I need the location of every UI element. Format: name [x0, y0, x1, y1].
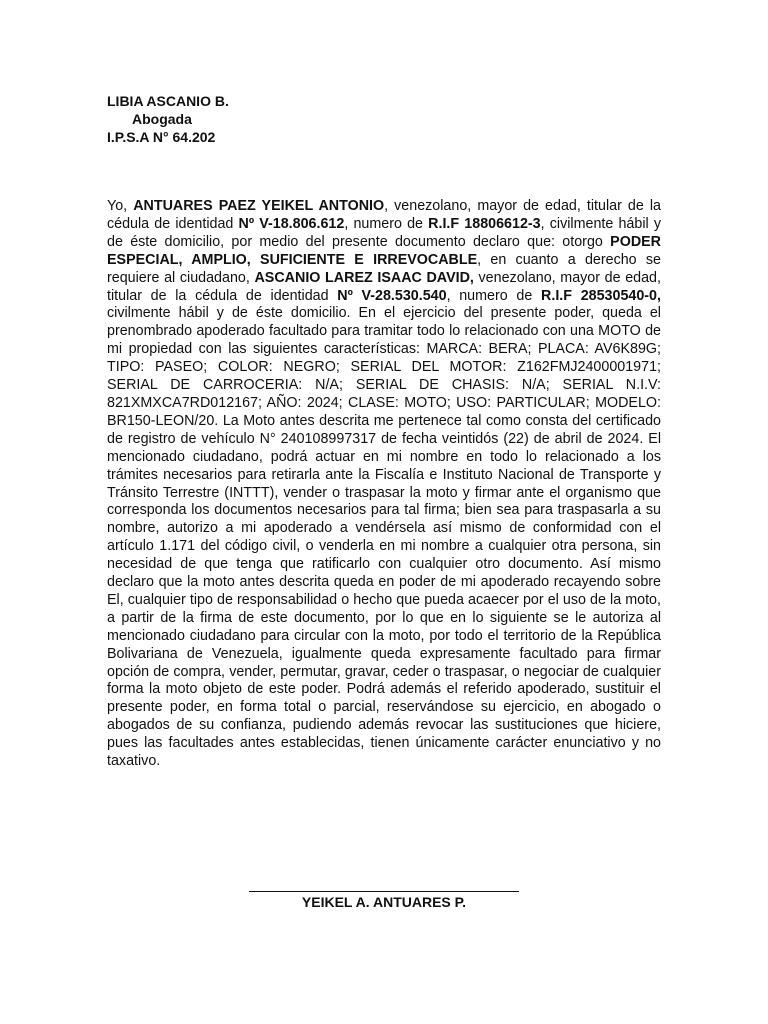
attorney-name: ASCANIO LAREZ ISAAC DAVID,: [254, 269, 474, 286]
lawyer-registration: I.P.S.A N° 64.202: [107, 129, 216, 145]
body-segment: Yo,: [107, 198, 134, 214]
body-segment: , en cuanto a derecho se requiere al ciudadano,: [107, 251, 661, 286]
signatory-name: YEIKEL A. ANTUARES P.: [301, 894, 467, 910]
lawyer-name: LIBIA ASCANIO B.: [107, 93, 229, 109]
body-segment: venezolano, mayor de edad, titular de la cédula de identidad: [107, 269, 661, 304]
body-segment: civilmente hábil y de éste domicilio. En el ejercicio del presente poder, queda el prenombrado apoderado facultado para tramitar todo lo relacionado con una MOTO de mi propiedad con las siguientes características: MARCA: BERA; PLACA: AV6K89G; TIPO: PASEO; COLOR: NEGRO; SERIAL DEL MOTOR: Z162FMJ2400001971; SERIAL DE CARROCERIA: N/A; SERIAL DE CHASIS: N/A; SERIAL N.I.V: 821XMXCA7RD012167; AÑO: 2024; CLASE: MOTO; USO: PARTICULAR; MODELO: BR150-LEON/20. La Moto antes descrita me pertenece tal como consta del certificado de registro de vehículo N° 240108997317 de fecha veintidós (22) de abril de 2024. El mencionado ciudadano, podrá actuar en mi nombre en todo lo relacionado a los trámites necesarios para retirarla ante la Fiscalía e Instituto Nacional de Transporte y Tránsito Terrestre (INTTT), vender o traspasar la moto y firmar ante el organismo que corresponda los documentos necesarios para tal firma; bien sea para traspasarla a su nombre, autorizo a mi apoderado a vendérsela así mismo de conformidad con el artículo 1.171 del código civil, o venderla en mi nombre a cualquier otra persona, sin necesidad de que tenga que ratificarlo con cualquier otro documento. Así mismo declaro que la moto antes descrita queda en poder de mi apoderado recayendo sobre El, cualquier tipo de responsabilidad o hecho que pueda acaecer por el uso de la moto, a partir de la firma de este documento, por lo que en lo siguiente se le autoriza al mencionado ciudadano para circular con la moto, por todo el territorio de la República Bolivariana de Venezuela, igualmente queda expresamente facultado para firmar opción de compra, vender, permutar, gravar, ceder o traspasar, o negociar de cualquier forma la moto objeto de este poder. Podrá además el referido apoderado, sustituir el presente poder, en forma total o parcial, reservándose su ejercicio, en abogado o abogados de su confianza, pudiendo además revocar las sustituciones que hiciere, pues las facultades antes establecidas, tienen únicamente carácter enunciativo y no taxativo.: [107, 305, 661, 770]
attorney-id-number: Nº V-28.530.540: [337, 287, 447, 304]
attorney-rif: R.I.F 28530540-0,: [541, 287, 661, 304]
signature-line: [249, 891, 519, 892]
grantor-name: ANTUARES PAEZ YEIKEL ANTONIO: [133, 198, 385, 214]
letterhead: [107, 92, 229, 146]
power-of-attorney-text: [107, 198, 661, 771]
body-segment: , numero de: [446, 287, 542, 304]
body-segment: , civilmente hábil y de éste domicilio, por medio del presente documento declaro que: otorgo: [107, 215, 661, 250]
body-segment: , numero de: [344, 215, 429, 232]
grantor-id-number: Nº V-18.806.612: [238, 215, 345, 232]
power-type: PODER ESPECIAL, AMPLIO, SUFICIENTE E IRREVOCABLE: [107, 233, 661, 268]
grantor-rif: R.I.F 18806612-3: [428, 215, 541, 232]
body-segment: , venezolano, mayor de edad, titular de la cédula de identidad: [107, 198, 661, 232]
lawyer-title: Abogada: [132, 111, 192, 127]
